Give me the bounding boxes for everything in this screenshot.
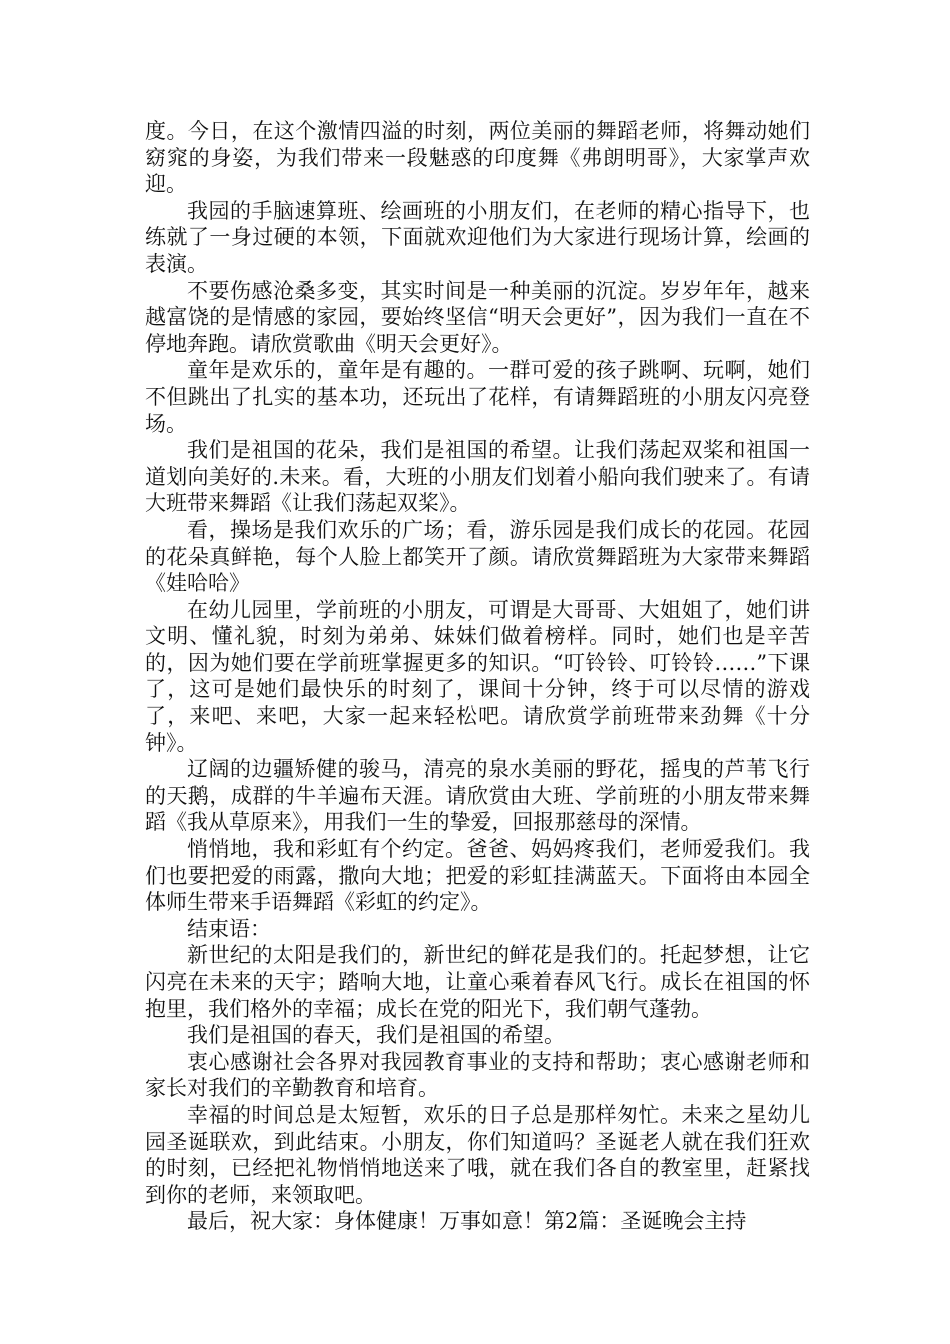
closing-heading: 结束语： xyxy=(187,916,271,941)
paragraph-2: 我园的手脑速算班、绘画班的小朋友们，在老师的精心指导下，也练就了一身过硬的本领，下面就欢迎他们为大家进行现场计算，绘画的表演。 xyxy=(145,198,810,276)
paragraph-9: 悄悄地，我和彩虹有个约定。爸爸、妈妈疼我们，老师爱我们。我们也要把爱的雨露，撒向大地；把爱的彩虹挂满蓝天。下面将由本园全体师生带来手语舞蹈《彩虹的约定》。 xyxy=(145,837,810,915)
paragraph-5: 我们是祖国的花朵，我们是祖国的希望。让我们荡起双桨和祖国一道划向美好的.未来。看，大班的小朋友们划着小船向我们驶来了。有请大班带来舞蹈《让我们荡起双桨》。 xyxy=(145,438,810,516)
paragraph-12: 我们是祖国的春天，我们是祖国的希望。 xyxy=(187,1023,565,1048)
paragraph-8: 辽阔的边疆矫健的骏马，清亮的泉水美丽的野花，摇曳的芦苇飞行的天鹅，成群的牛羊遍布天涯。请欣赏由大班、学前班的小朋友带来舞蹈《我从草原来》，用我们一生的挚爱，回报那慈母的深情。 xyxy=(145,757,810,835)
document-page xyxy=(145,118,810,1235)
paragraph-7: 在幼儿园里，学前班的小朋友，可谓是大哥哥、大姐姐了，她们讲文明、懂礼貌，时刻为弟弟、妹妹们做着榜样。同时，她们也是辛苦的，因为她们要在学前班掌握更多的知识。“叮铃铃、叮铃铃……”下课了，这可是她们最快乐的时刻了，课间十分钟，终于可以尽情的游戏了，来吧、来吧，大家一起来轻松吧。请欣赏学前班带来劲舞《十分钟》。 xyxy=(145,597,810,755)
paragraph-1: 度。今日，在这个激情四溢的时刻，两位美丽的舞蹈老师，将舞动她们窈窕的身姿，为我们带来一段魅惑的印度舞《弗朗明哥》，大家掌声欢迎。 xyxy=(145,119,810,197)
paragraph-6: 看，操场是我们欢乐的广场；看，游乐园是我们成长的花园。花园的花朵真鲜艳，每个人脸上都笑开了颜。请欣赏舞蹈班为大家带来舞蹈《娃哈哈》 xyxy=(145,517,810,596)
paragraph-4: 童年是欢乐的，童年是有趣的。一群可爱的孩子跳啊、玩啊，她们不但跳出了扎实的基本功，还玩出了花样，有请舞蹈班的小朋友闪亮登场。 xyxy=(145,358,810,436)
paragraph-13: 衷心感谢社会各界对我园教育事业的支持和帮助；衷心感谢老师和家长对我们的辛勤教育和培育。 xyxy=(145,1049,810,1101)
paragraph-11: 新世纪的太阳是我们的，新世纪的鲜花是我们的。托起梦想，让它闪亮在未来的天宇；踏响大地，让童心乘着春风飞行。成长在祖国的怀抱里，我们格外的幸福；成长在党的阳光下，我们朝气蓬勃。 xyxy=(145,943,810,1021)
paragraph-3: 不要伤感沧桑多变，其实时间是一种美丽的沉淀。岁岁年年，越来越富饶的是情感的家园，要始终坚信“明天会更好”，因为我们一直在不停地奔跑。请欣赏歌曲《明天会更好》。 xyxy=(145,278,810,356)
paragraph-15: 最后，祝大家：身体健康！万事如意！第2篇：圣诞晚会主持 xyxy=(187,1209,747,1234)
paragraph-14: 幸福的时间总是太短暂，欢乐的日子总是那样匆忙。未来之星幼儿园圣诞联欢，到此结束。小朋友，你们知道吗？圣诞老人就在我们狂欢的时刻，已经把礼物悄悄地送来了哦，就在我们各自的教室里，赶紧找到你的老师，来领取吧。 xyxy=(145,1102,810,1207)
